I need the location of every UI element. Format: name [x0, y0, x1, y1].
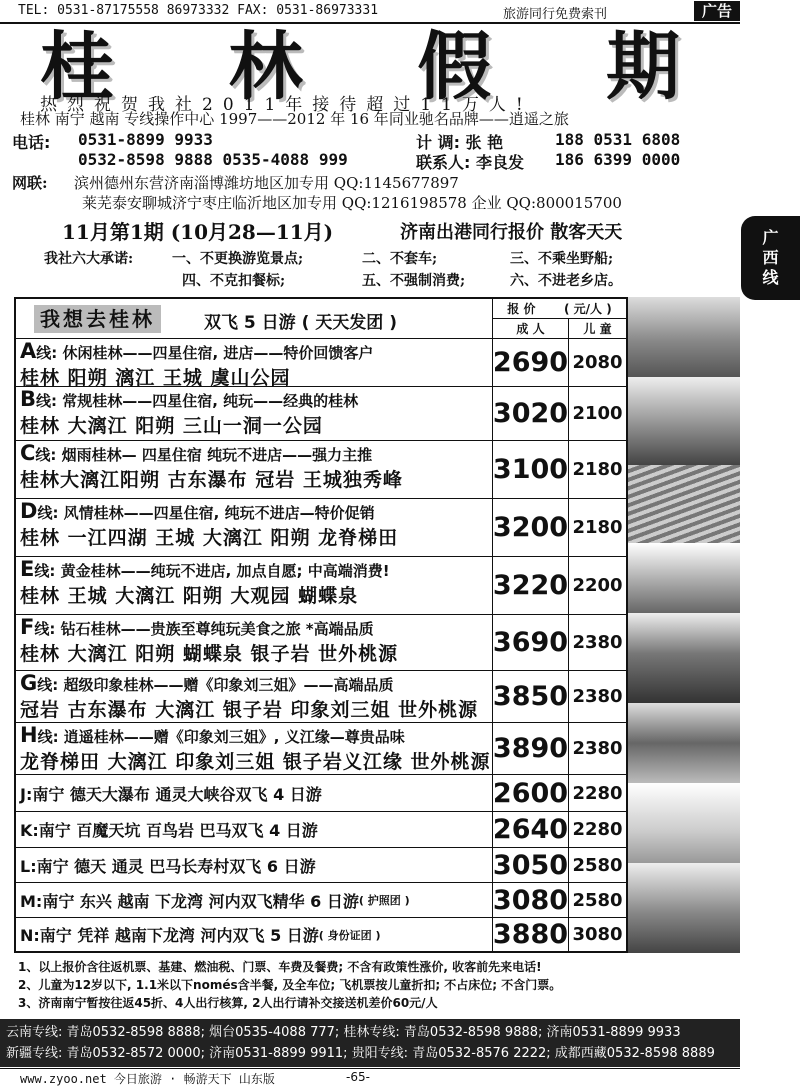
side-tab-char: 西: [762, 248, 779, 267]
i-want-guilin: 我想去桂林: [34, 305, 161, 333]
route-stops: 冠岩 古东瀑布 大漓江 银子岩 印象刘三姐 世外桃源: [20, 699, 479, 721]
price-label: 报 价: [507, 302, 536, 316]
child-price: 2200: [568, 557, 626, 614]
note-item: 3、济南南宁暂按往返45折、4人出行核算, 2人出行请补交接送机差价60元/人: [18, 996, 438, 1010]
rice-terrace-photo: [628, 465, 740, 543]
hotline-bar: [0, 1019, 740, 1067]
route-title: L:南宁 德天 通灵 巴马长寿村双飞 6 日游: [20, 856, 316, 876]
hotline-row: 新疆专线: 青岛0532-8572 0000; 济南0531-8899 9911; 贵阳专线: 青岛0532-8576 2222; 成都西藏0532-8598 8889: [6, 1046, 715, 1061]
dispatch-label: 计 调: 张 艳: [416, 133, 504, 152]
contact-label: 联系人: 李良发: [416, 153, 524, 172]
network-qq-2: 莱芜泰安聊城济宁枣庄临沂地区加专用 QQ:1216198578 企业 QQ:800015700: [82, 194, 622, 212]
route-subtitle: 线: 风情桂林——四星住宿, 纯玩不进店—特价促销: [37, 504, 375, 522]
table-row: [16, 723, 626, 775]
promise-item: 六、不进老乡店。: [510, 273, 622, 289]
route-subtitle: 线: 逍遥桂林——赠《印象刘三姐》, 义江缘—尊贵品味: [37, 728, 405, 746]
route-stops: 龙脊梯田 大漓江 印象刘三姐 银子岩义江缘 世外桃源: [20, 751, 491, 773]
table-row: [16, 499, 626, 557]
promise-item: 三、不乘坐野船;: [510, 251, 614, 267]
adult-price: 3890: [492, 723, 568, 774]
adult-price: 3690: [492, 615, 568, 670]
table-row: [16, 812, 626, 848]
route-letter: F: [20, 615, 35, 639]
route-subtitle: 线: 钻石桂林——贵族至尊纯玩美食之旅 *高端品质: [34, 620, 374, 638]
route-letter: B: [20, 387, 37, 411]
child-price: 2100: [568, 387, 626, 440]
adult-price: 3200: [492, 499, 568, 556]
route-letter: A: [20, 339, 37, 363]
child-price: 2380: [568, 615, 626, 670]
child-price: 2380: [568, 723, 626, 774]
title-char: 期: [605, 24, 680, 110]
route-stops: 桂林 阳朔 漓江 王城 虞山公园: [20, 367, 291, 389]
table-row: [16, 918, 626, 951]
contact-phone: 186 6399 0000: [555, 150, 681, 169]
route-stops: 桂林 大漓江 阳朔 蝴蝶泉 银子岩 世外桃源: [20, 643, 399, 665]
hotline-row: 云南专线: 青岛0532-8598 8888; 烟台0535-4088 777; 桂林专线: 青岛0532-8598 9888; 济南0531-8899 9933: [6, 1025, 681, 1040]
table-row: [16, 848, 626, 883]
footer: [0, 1068, 740, 1086]
landscape-photo: [628, 297, 740, 377]
route-letter: C: [20, 441, 36, 465]
adult-price: 3020: [492, 387, 568, 440]
route-note: ( 护照团 ): [358, 894, 410, 907]
route-stops: 桂林 大漓江 阳朔 三山一洞一公园: [20, 415, 323, 437]
table-row: [16, 615, 626, 671]
river-photo: [628, 703, 740, 783]
price-heading: [492, 299, 626, 319]
route-stops: 桂林 王城 大漓江 阳朔 大观园 蝴蝶泉: [20, 585, 359, 607]
top-bar: [0, 0, 800, 22]
route-subtitle: 线: 烟雨桂林— 四星住宿 纯玩不进店——强力主推: [35, 446, 373, 464]
route-subtitle: 线: 常规桂林——四星住宿, 纯玩——经典的桂林: [36, 392, 359, 410]
footer-site: www.zyoo.net 今日旅游 · 畅游天下 山东版: [20, 1072, 275, 1086]
phone-2: 0532-8598 9888 0535-4088 999: [78, 150, 348, 169]
promise-item: 二、不套车;: [362, 251, 438, 267]
page-number: -65-: [346, 1070, 370, 1084]
table-row: [16, 441, 626, 499]
route-stops: 桂林大漓江阳朔 古东瀑布 冠岩 王城独秀峰: [20, 469, 403, 491]
period-note: 济南出港同行报价 散客天天: [400, 222, 623, 243]
adult-price: 3880: [492, 919, 569, 950]
promise-item: 五、不强制消费;: [362, 273, 466, 289]
promises-lead: 我社六大承诺:: [44, 251, 134, 267]
route-subtitle: 线: 黄金桂林——纯玩不进店, 加点自愿; 中高端消费!: [34, 562, 390, 580]
table-row: [16, 339, 626, 387]
issue-period: 11月第1期 (10月28—11月): [62, 220, 334, 244]
route-letter: H: [20, 723, 38, 747]
child-price: 2580: [568, 883, 626, 917]
network-qq-1: 滨州德州东营济南淄博潍坊地区加专用 QQ:1145677897: [74, 174, 459, 192]
child-price: 2180: [568, 499, 626, 556]
phone-label: 电话:: [12, 133, 51, 152]
child-price: 2380: [568, 671, 626, 722]
child-price: 2280: [568, 775, 626, 811]
adult-price: 3080: [492, 884, 569, 916]
adult-price: 2690: [492, 339, 568, 386]
free-index: 旅游同行免费索刊: [503, 7, 608, 22]
route-title: N:南宁 凭祥 越南下龙湾 河内双飞 5 日游: [20, 926, 319, 945]
network-label: 网联:: [12, 174, 48, 192]
dispatch-phone: 188 0531 6808: [555, 130, 681, 149]
promise-item: 四、不克扣餐标;: [182, 273, 286, 289]
child-label: 儿 童: [568, 319, 626, 339]
title-char: 林: [228, 24, 303, 110]
promise-item: 一、不更换游览景点;: [172, 251, 304, 267]
adult-price: 2600: [492, 775, 568, 811]
route-subtitle: 线: 休闲桂林——四星住宿, 进店——特价回馈客户: [36, 344, 374, 362]
adult-label: 成 人: [492, 319, 568, 339]
adult-price: 3850: [492, 671, 568, 722]
title-char: 假: [417, 24, 492, 110]
route-title: K:南宁 百魔天坑 百鸟岩 巴马双飞 4 日游: [20, 821, 318, 840]
notes: [18, 958, 738, 1012]
adult-price: 3050: [492, 849, 569, 881]
tour-name: 双飞 5 日游 ( 天天发团 ): [204, 313, 397, 333]
child-price: 2580: [568, 848, 626, 882]
route-letter: D: [20, 499, 38, 523]
table-row: [16, 883, 626, 918]
landscape-photo: [628, 863, 740, 953]
landscape-photo: [628, 543, 740, 613]
note-item: 2、儿童为12岁以下, 1.1米以下només含半餐, 及全车位; 飞机票按儿童折扣; 不占床位; 不含门票。: [18, 978, 562, 992]
center-line: 桂林 南宁 越南 专线操作中心 1997——2012 年 16 年同业驰名品牌——逍遥之旅: [20, 110, 569, 128]
route-letter: G: [20, 671, 38, 695]
unit-label: ( 元/人 ): [564, 302, 612, 316]
table-row: [16, 775, 626, 812]
adult-price: 3100: [492, 441, 568, 498]
side-tab-guangxi: [741, 216, 800, 300]
child-price: 2080: [568, 339, 626, 386]
tel-fax: TEL: 0531-87175558 86973332 FAX: 0531-86973331: [18, 3, 379, 18]
beach-photo: [628, 783, 740, 863]
route-title: J:南宁 德天大瀑布 通灵大峡谷双飞 4 日游: [20, 784, 322, 804]
table-row: [16, 671, 626, 723]
adult-price: 2640: [492, 814, 569, 845]
route-subtitle: 线: 超级印象桂林——赠《印象刘三姐》——高端品质: [37, 676, 394, 694]
route-stops: 桂林 一江四湖 王城 大漓江 阳朔 龙脊梯田: [20, 527, 399, 549]
phone-1: 0531-8899 9933: [78, 130, 213, 149]
table-header: [16, 299, 626, 339]
side-tab-char: 线: [762, 268, 779, 287]
price-table: [14, 297, 628, 953]
route-letter: E: [20, 557, 35, 581]
note-item: 1、以上报价含往返机票、基建、燃油税、门票、车费及餐费; 不含有政策性涨价, 收客前先来电话!: [18, 960, 542, 974]
table-row: [16, 557, 626, 615]
landscape-photo: [628, 613, 740, 703]
route-note: ( 身份证团 ): [318, 928, 381, 942]
child-price: 2180: [568, 441, 626, 498]
side-tab-char: 广: [762, 228, 779, 247]
table-row: [16, 387, 626, 441]
route-title: M:南宁 东兴 越南 下龙湾 河内双飞精华 6 日游: [20, 891, 359, 911]
title-char: 桂: [40, 24, 114, 110]
adult-price: 3220: [492, 557, 568, 614]
slogan: 热烈祝贺我社2011年接待超过11万人!: [40, 95, 533, 115]
child-price: 3080: [568, 918, 626, 951]
child-price: 2280: [568, 812, 626, 847]
landscape-photo: [628, 377, 740, 465]
ad-badge: 广告: [694, 1, 740, 21]
